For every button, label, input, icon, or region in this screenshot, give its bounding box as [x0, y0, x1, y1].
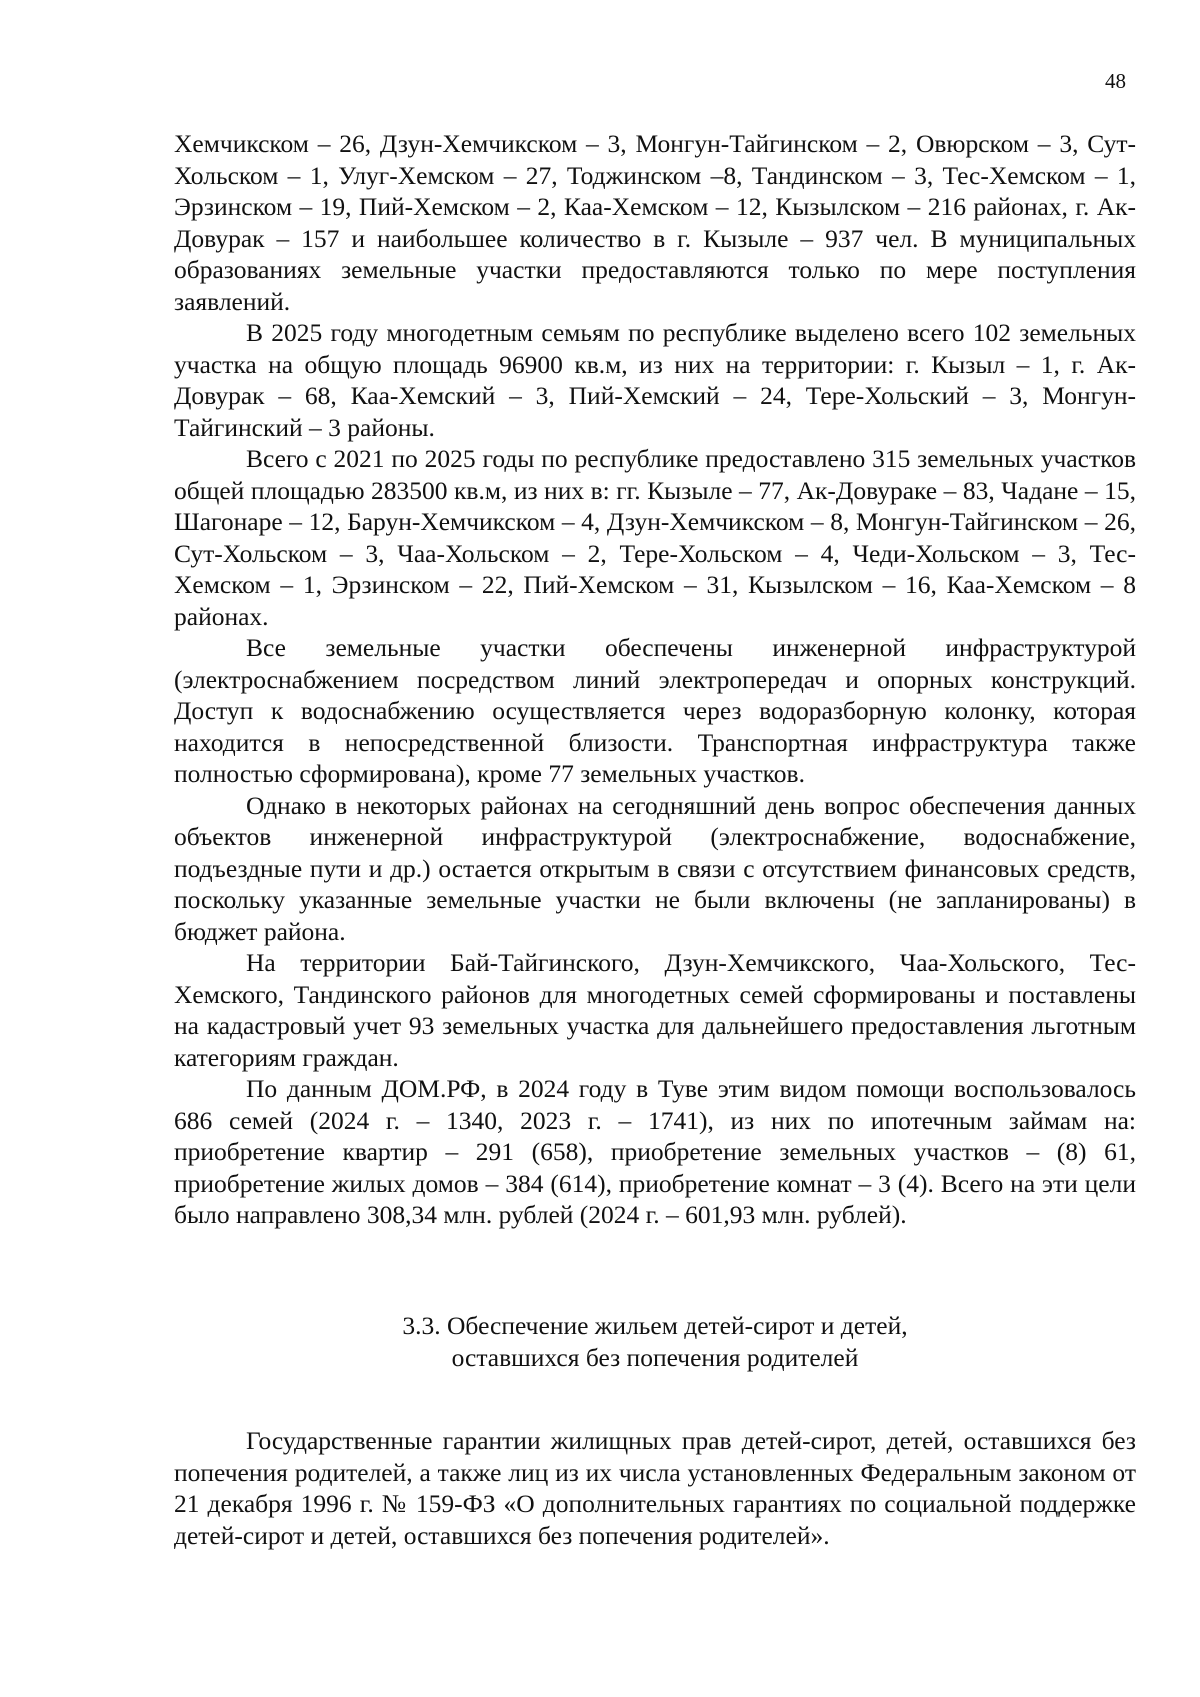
section-heading [174, 1310, 1136, 1374]
paragraph-dom-rf: По данным ДОМ.РФ, в 2024 году в Туве этим видом помощи воспользовалось 686 семей (2024 г. – 1340, 2023 г. – 1741), из них по ипотечным займам на: приобретение квартир – 291 (658), приобретение земельных участков – (8) 61, приобретение жилых домов – 384 (614), приобретение комнат – 3 (4). Всего на эти цели было направлено 308,34 млн. рублей (2024 г. – 601,93 млн. рублей). [174, 1074, 1136, 1229]
paragraph-cadastral: На территории Бай-Тайгинского, Дзун-Хемчикского, Чаа-Хольского, Тес-Хемского, Тандинского районов для многодетных семей сформированы и поставлены на кадастровый учет 93 земельных участка для дальнейшего предоставления льготным категориям граждан. [174, 948, 1136, 1072]
paragraph-guarantees: Государственные гарантии жилищных прав детей-сирот, детей, оставшихся без попечения родителей, а также лиц из их числа установленных Федеральным законом от 21 декабря 1996 г. № 159-ФЗ «О дополнительных гарантиях по социальной поддержке детей-сирот и детей, оставшихся без попечения родителей». [174, 1426, 1136, 1550]
page-number: 48 [1105, 69, 1126, 93]
paragraph-infrastructure: Все земельные участки обеспечены инженерной инфраструктурой (электроснабжением посредством линий электропередач и опорных конструкций. Доступ к водоснабжению осуществляется через водоразборную колонку, которая находится в непосредственной близости. Транспортная инфраструктура также полностью сформирована), кроме 77 земельных участков. [174, 633, 1136, 788]
section-heading-line-2: оставшихся без попечения родителей [451, 1343, 859, 1372]
section-body [174, 1425, 1136, 1551]
paragraph-2025-allocation: В 2025 году многодетным семьям по республике выделено всего 102 земельных участка на общую площадь 96900 кв.м, из них на территории: г. Кызыл – 1, г. Ак-Довурак – 68, Каа-Хемский – 3, Пий-Хемский – 24, Тере-Хольский – 3, Монгун-Тайгинский – 3 районы. [174, 318, 1136, 442]
body-text [174, 128, 1136, 1231]
paragraph-continuation: Хемчикском – 26, Дзун-Хемчикском – 3, Монгун-Тайгинском – 2, Овюрском – 3, Сут-Хольском – 1, Улуг-Хемском – 27, Тоджинском –8, Тандинском – 3, Тес-Хемском – 1, Эрзинском – 19, Пий-Хемском – 2, Каа-Хемском – 12, Кызылском – 216 районах, г. Ак-Довурак – 157 и наибольшее количество в г. Кызыле – 937 чел. В муниципальных образованиях земельные участки предоставляются только по мере поступления заявлений. [174, 129, 1136, 316]
section-heading-line-1: 3.3. Обеспечение жильем детей-сирот и детей, [402, 1311, 908, 1340]
paragraph-funding-issue: Однако в некоторых районах на сегодняшний день вопрос обеспечения данных объектов инженерной инфраструктурой (электроснабжение, водоснабжение, подъездные пути и др.) остается открытым в связи с отсутствием финансовых средств, поскольку указанные земельные участки не были включены (не запланированы) в бюджет района. [174, 790, 1136, 946]
paragraph-2021-2025-total: Всего с 2021 по 2025 годы по республике предоставлено 315 земельных участков общей площадью 283500 кв.м, из них в: гг. Кызыле – 77, Ак-Довураке – 83, Чадане – 15, Шагонаре – 12, Барун-Хемчикском – 4, Дзун-Хемчикском – 8, Монгун-Тайгинском – 26, Сут-Хольском – 3, Чаа-Хольском – 2, Тере-Хольском – 4, Чеди-Хольском – 3, Тес-Хемском – 1, Эрзинском – 22, Пий-Хемском – 31, Кызылском – 16, Каа-Хемском – 8 районах. [174, 444, 1136, 631]
